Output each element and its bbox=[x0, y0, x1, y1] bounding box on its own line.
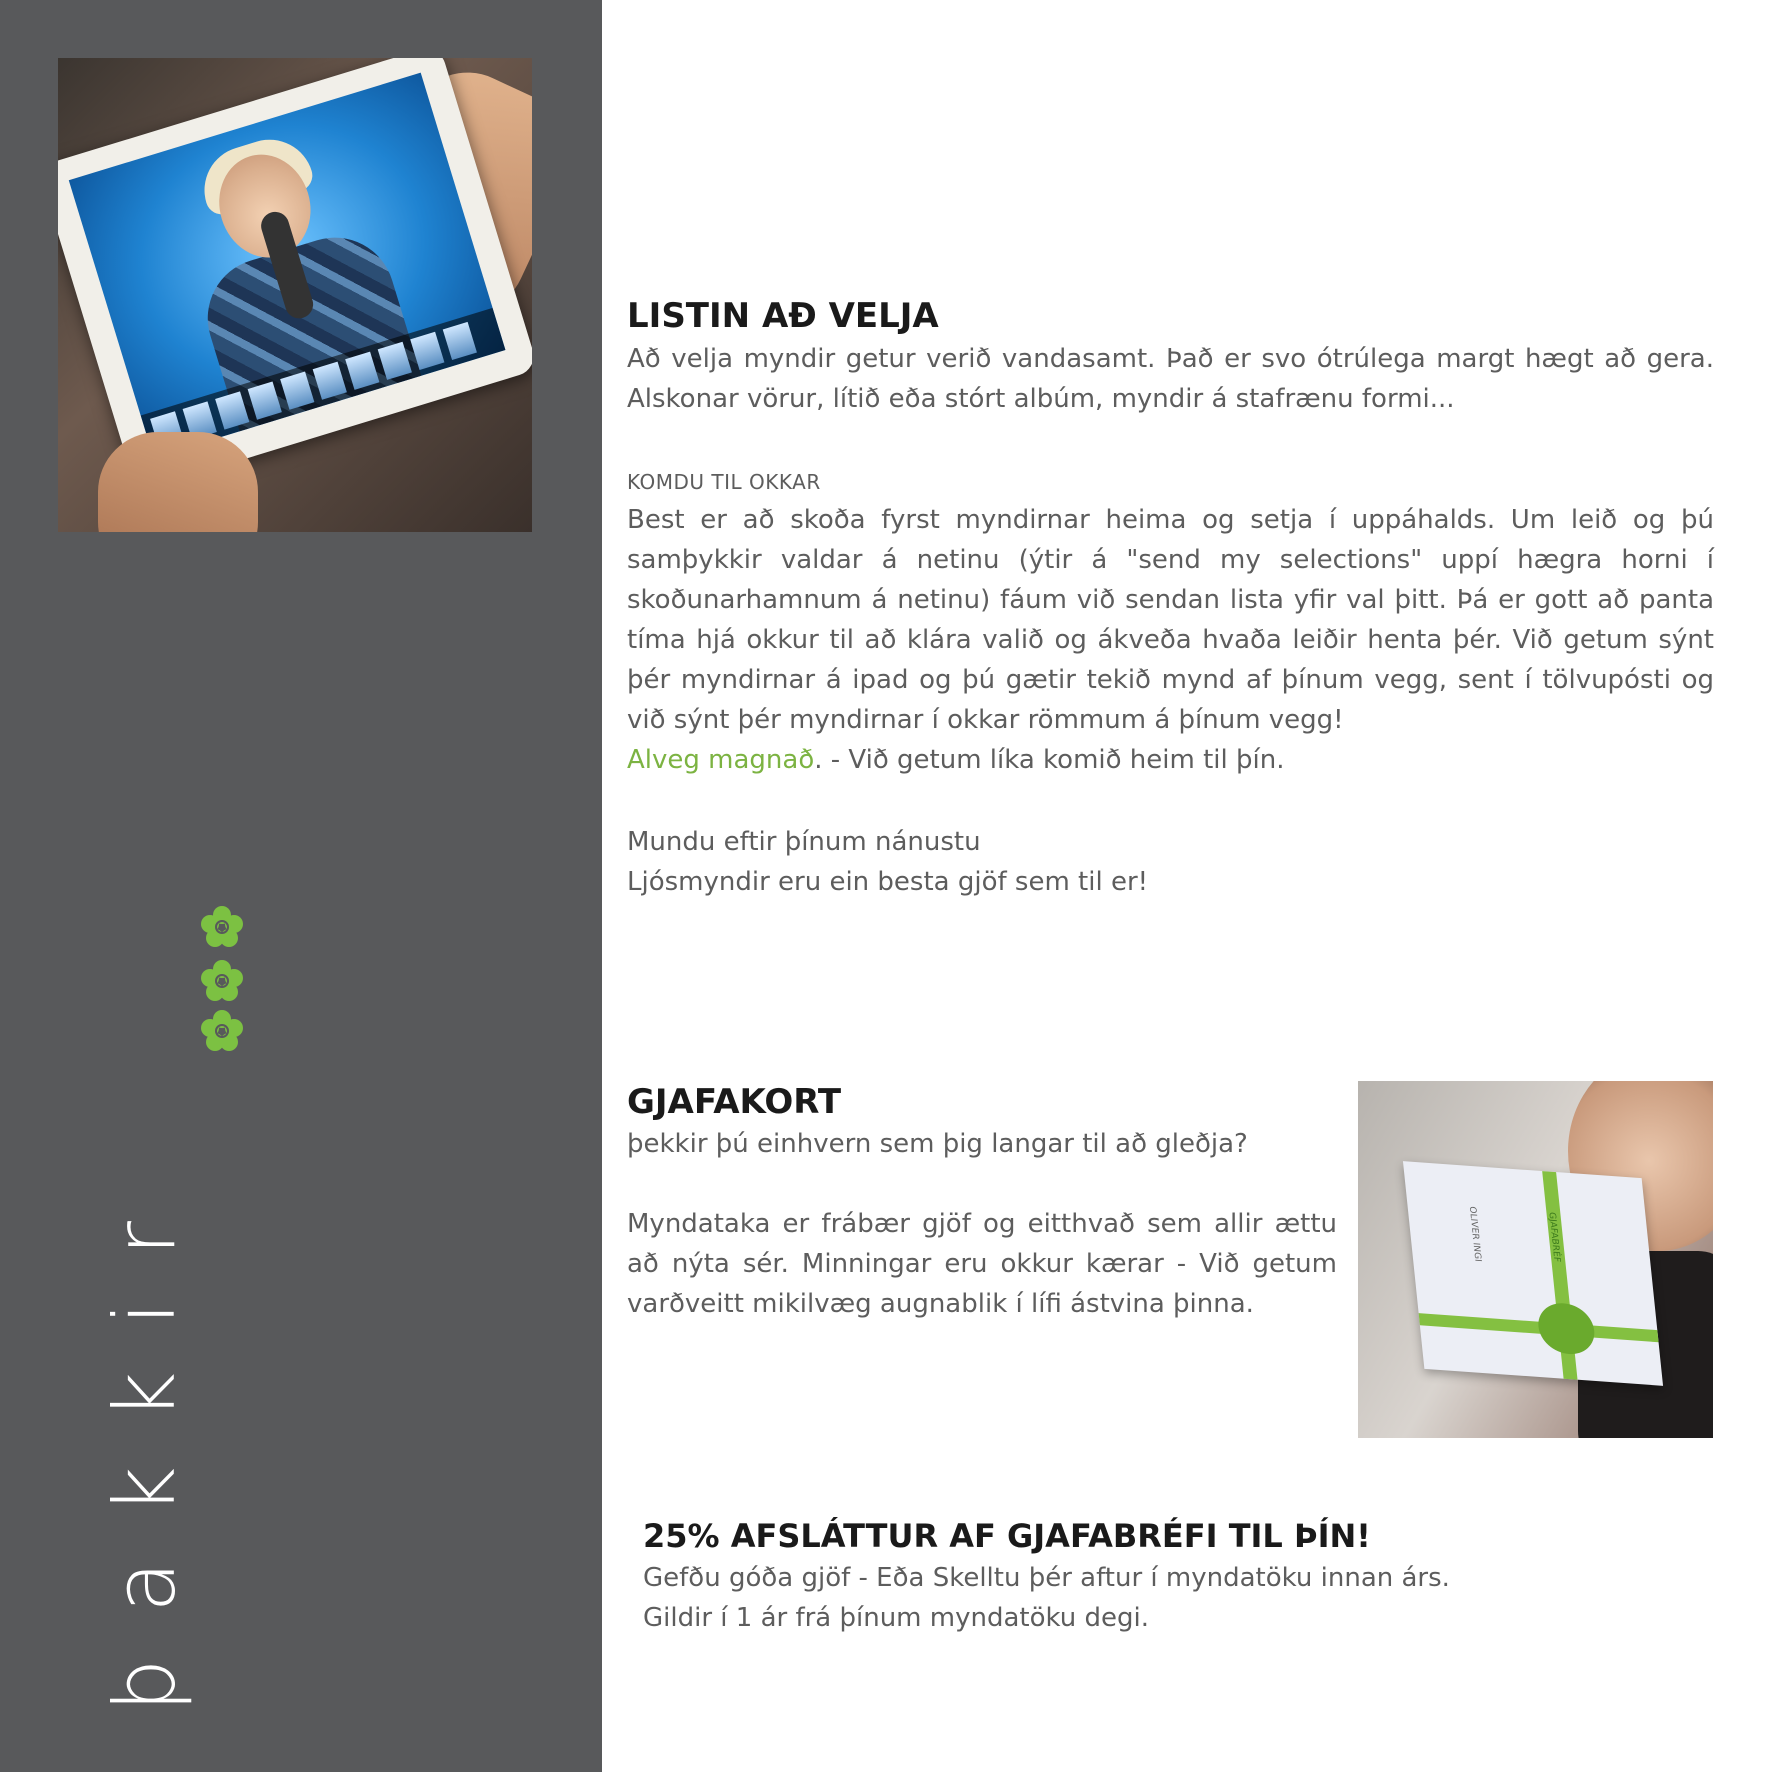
hand-image bbox=[98, 432, 258, 532]
envelope-image bbox=[1403, 1161, 1663, 1386]
section-heading-discount: 25% AFSLÁTTUR AF GJAFABRÉFI TIL ÞÍN! bbox=[643, 1517, 1371, 1555]
envelope-name: OLIVER INGI bbox=[1466, 1205, 1483, 1263]
highlight-text: Alveg magnað bbox=[627, 745, 815, 775]
gift-body: Myndataka er frábær gjöf og eitthvað sem allir ættu að nýta sér. Minningar eru okkur kærar - Við getum varðveitt mikilvæg augnablik í lífi ástvina þinna. bbox=[627, 1209, 1337, 1319]
thumbnail bbox=[215, 391, 249, 429]
thumbnail bbox=[313, 362, 347, 400]
flower-icon bbox=[201, 906, 243, 948]
sidebar-title: þakkir bbox=[96, 1174, 194, 1712]
section-intro: Að velja myndir getur verið vandasamt. Það er svo ótrúlega margt hægt að gera. Alskonar vörur, lítið eða stórt albúm, myndir á stafrænu formi... bbox=[627, 344, 1714, 414]
closing-line: Ljósmyndir eru ein besta gjöf sem til er! bbox=[627, 867, 1149, 897]
after-highlight-text: . - Við getum líka komið heim til þín. bbox=[814, 745, 1285, 775]
gift-question: þekkir þú einhvern sem þig langar til að gleðja? bbox=[627, 1129, 1248, 1159]
envelope-label: GJAFABRÉF bbox=[1546, 1211, 1562, 1263]
tablet-screen bbox=[69, 73, 506, 458]
discount-line: Gefðu góða gjöf - Eða Skelltu þér aftur í myndatöku innan árs. bbox=[643, 1563, 1450, 1593]
gift-card-photo bbox=[1358, 1081, 1713, 1438]
sidebar-panel bbox=[0, 0, 602, 1772]
closing-text bbox=[627, 822, 1714, 902]
thumbnail bbox=[280, 372, 314, 410]
flower-icon bbox=[201, 960, 243, 1002]
bow-icon bbox=[1536, 1301, 1597, 1356]
flower-icon bbox=[201, 1010, 243, 1052]
tablet-image bbox=[58, 58, 532, 492]
subheading-komdu: KOMDU TIL OKKAR bbox=[627, 470, 821, 494]
thumbnail bbox=[248, 381, 282, 419]
thumbnail bbox=[410, 332, 444, 370]
section-heading-listin: LISTIN AÐ VELJA bbox=[627, 296, 939, 336]
discount-line: Gildir í 1 ár frá þínum myndatöku degi. bbox=[643, 1603, 1149, 1633]
closing-line: Mundu eftir þínum nánustu bbox=[627, 827, 981, 857]
thumbnail bbox=[378, 342, 412, 380]
discount-text bbox=[643, 1558, 1703, 1638]
body-text: Best er að skoða fyrst myndirnar heima og setja í uppáhalds. Um leið og þú samþykkir valdar á netinu (ýtir á "send my selections" uppí hægra horni í skoðunarhamnum á netinu) fáum við sendan lista yfir val þitt. Þá er gott að panta tíma hjá okkur til að klára valið og ákveða hvaða leiðir henta þér. Við getum sýnt þér myndirnar á ipad og þú gætir tekið mynd af þínum vegg, sent í tölvupósti og við sýnt þér myndirnar í okkar römmum á þínum vegg! bbox=[627, 505, 1714, 735]
thumbnail bbox=[345, 352, 379, 390]
thumbnail bbox=[443, 322, 477, 360]
tablet-photo bbox=[58, 58, 532, 532]
section-heading-gjafakort: GJAFAKORT bbox=[627, 1082, 842, 1122]
section-body bbox=[627, 500, 1714, 780]
